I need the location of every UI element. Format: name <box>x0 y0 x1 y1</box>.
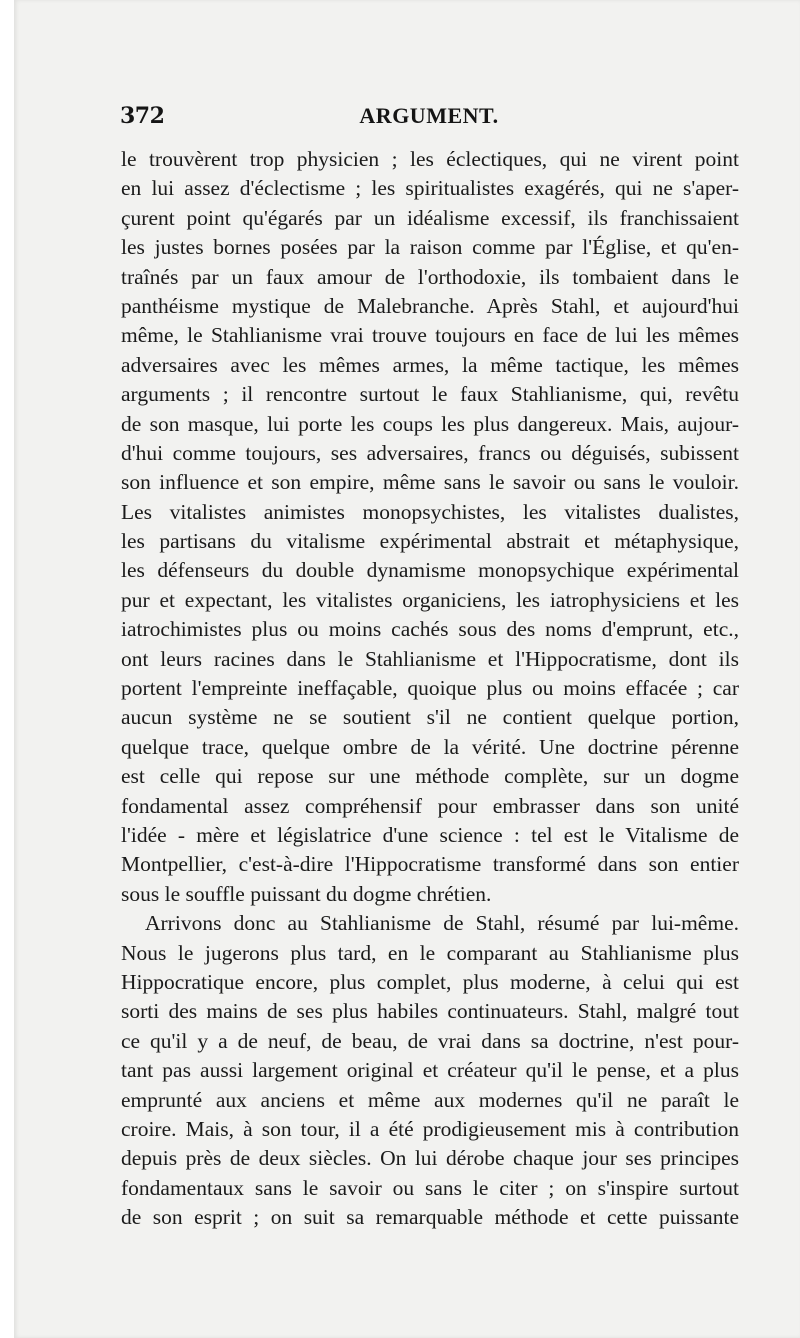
text-line: le trouvèrent trop physicien ; les éclectiques, qui ne virent point <box>121 147 739 171</box>
text-line: adversaires avec les mêmes armes, la même tactique, les mêmes <box>121 352 739 377</box>
text-line: pur et expectant, les vitalistes organiciens, les iatrophysiciens et les <box>121 587 739 612</box>
text-line: panthéisme mystique de Malebranche. Après Stahl, et aujourd'hui <box>121 293 739 318</box>
text-line: depuis près de deux siècles. On lui dérobe chaque jour ses principes <box>121 1146 739 1171</box>
text-line: ont leurs racines dans le Stahlianisme et l'Hippocratisme, dont ils <box>121 646 739 671</box>
text-line: quelque trace, quelque ombre de la vérité. Une doctrine pérenne <box>121 734 739 759</box>
text-line: arguments ; il rencontre surtout le faux Stahlianisme, qui, revêtu <box>121 382 739 407</box>
text-line: même, le Stahlianisme vrai trouve toujours en face de lui les mêmes <box>121 323 739 348</box>
text-line: fondamental assez compréhensif pour embrasser dans son unité <box>121 793 739 818</box>
text-line: tant pas aussi largement original et créateur qu'il le pense, et a plus <box>121 1058 739 1083</box>
text-line: fondamentaux sans le savoir ou sans le citer ; on s'inspire surtout <box>121 1175 739 1200</box>
text-line: en lui assez d'éclectisme ; les spiritualistes exagérés, qui ne s'aper- <box>121 176 739 201</box>
text-line: de son masque, lui porte les coups les plus dangereux. Mais, aujour- <box>121 411 739 436</box>
text-line: aucun système ne se soutient s'il ne contient quelque portion, <box>121 705 739 730</box>
text-line: iatrochimistes plus ou moins cachés sous des noms d'emprunt, etc., <box>121 617 739 642</box>
body-text <box>121 145 739 1232</box>
text-line: d'hui comme toujours, ses adversaires, francs ou déguisés, subissent <box>121 440 739 465</box>
text-line: croire. Mais, à son tour, il a été prodigieusement mis à contribution <box>121 1116 739 1141</box>
text-line: les partisans du vitalisme expérimental abstrait et métaphysique, <box>121 529 739 554</box>
text-line: Arrivons donc au Stahlianisme de Stahl, résumé par lui-même. <box>145 911 739 936</box>
text-line: traînés par un faux amour de l'orthodoxie, ils tombaient dans le <box>121 264 739 289</box>
text-line: son influence et son empire, même sans le savoir ou sans le vouloir. <box>121 470 739 495</box>
text-line: Montpellier, c'est-à-dire l'Hippocratisme transformé dans son entier <box>121 852 739 877</box>
text-line: Nous le jugerons plus tard, en le comparant au Stahlianisme plus <box>121 940 739 965</box>
running-head: ARGUMENT. <box>359 103 499 128</box>
text-line: emprunté aux anciens et même aux modernes qu'il ne paraît le <box>121 1087 739 1112</box>
text-line: l'idée - mère et législatrice d'une science : tel est le Vitalisme de <box>121 822 739 847</box>
text-line: sous le souffle puissant du dogme chrétien. <box>121 881 492 906</box>
text-line: ce qu'il y a de neuf, de beau, de vrai dans sa doctrine, n'est pour- <box>121 1028 739 1053</box>
text-line: Les vitalistes animistes monopsychistes, les vitalistes dualistes, <box>121 499 739 524</box>
text-line: est celle qui repose sur une méthode complète, sur un dogme <box>121 764 739 789</box>
text-line: les justes bornes posées par la raison comme par l'Église, et qu'en- <box>121 235 739 260</box>
text-line: de son esprit ; on suit sa remarquable méthode et cette puissante <box>121 1205 739 1230</box>
page-header <box>120 103 738 137</box>
text-line: sorti des mains de ses plus habiles continuateurs. Stahl, malgré tout <box>121 999 739 1024</box>
text-line: Hippocratique encore, plus complet, plus moderne, à celui qui est <box>121 969 739 994</box>
text-line: portent l'empreinte ineffaçable, quoique plus ou moins effacée ; car <box>121 676 739 701</box>
text-line: çurent point qu'égarés par un idéalisme excessif, ils franchissaient <box>121 205 739 230</box>
text-line: les défenseurs du double dynamisme monopsychique expérimental <box>121 558 739 583</box>
page-number: 372 <box>120 103 165 129</box>
